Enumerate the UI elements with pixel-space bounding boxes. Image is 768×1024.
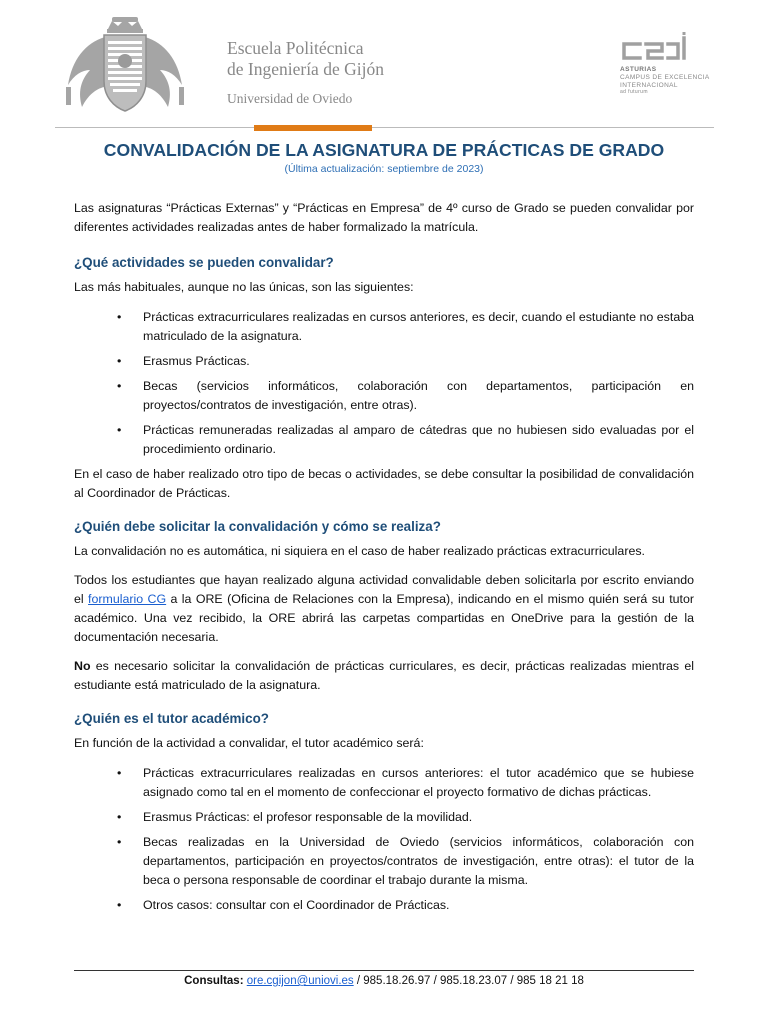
section-heading-activities: ¿Qué actividades se pueden convalidar? xyxy=(74,255,334,270)
university-crest-logo xyxy=(60,15,190,115)
list-item: • Becas (servicios informáticos, colaboración con departamentos, participación en proyectos/contratos de investigación, entre otras). xyxy=(143,377,694,415)
activities-list xyxy=(74,308,694,459)
not-automatic-paragraph: La convalidación no es automática, ni siquiera en el caso de haber realizado prácticas extracurriculares. xyxy=(74,544,645,558)
section-lead-tutor: En función de la actividad a convalidar, el tutor académico será: xyxy=(74,736,424,750)
cei-campus-text xyxy=(620,66,710,97)
request-process-text-start: Todos los estudiantes que hayan realizado alguna actividad convalidable deben solicitarla por escrito enviando el xyxy=(74,573,694,606)
curricular-note-text: es necesario solicitar la convalidación de prácticas curriculares, es decir, prácticas realizadas mientras el estudiante está matriculado de la asignatura. xyxy=(74,659,694,692)
request-process-text-end: a la ORE (Oficina de Relaciones con la Empresa), indicando en el mismo quién será su tutor académico. Una vez recibido, la ORE abrirá las carpetas compartidas en OneDrive para la gestión de la documentación necesaria. xyxy=(74,592,694,644)
document-subtitle: (Última actualización: septiembre de 2023) xyxy=(284,163,484,175)
tutor-list xyxy=(74,764,694,915)
footer-label: Consultas: xyxy=(184,975,244,987)
footer-divider xyxy=(74,970,694,971)
university-name: Universidad de Oviedo xyxy=(227,91,353,106)
header-divider-left xyxy=(55,127,255,128)
list-item: • Erasmus Prácticas: el profesor responsable de la movilidad. xyxy=(143,808,694,827)
header-divider-right xyxy=(372,127,714,128)
list-item: • Prácticas extracurriculares realizadas en cursos anteriores: el tutor académico que se hubiese asignado como tal en el momento de confeccionar el proyecto formativo de dichas prácticas. xyxy=(143,764,694,802)
curricular-note-paragraph xyxy=(74,657,694,695)
cei-line-internacional: INTERNACIONAL xyxy=(620,81,678,89)
intro-paragraph: Las asignaturas “Prácticas Externas” y “Prácticas en Empresa” de 4º curso de Grado se pueden convalidar por diferentes actividades realizadas antes de haber formalizado la matrícula. xyxy=(74,201,694,234)
curricular-note-no: No xyxy=(74,659,91,673)
header-divider-accent xyxy=(254,125,372,131)
cei-line-ad-futurum: ad futurum xyxy=(620,89,648,96)
formulario-cg-link[interactable]: formulario CG xyxy=(88,592,167,606)
school-name-line1: Escuela Politécnica xyxy=(227,38,364,58)
list-item: • Erasmus Prácticas. xyxy=(143,352,694,371)
section-lead-activities: Las más habituales, aunque no las únicas, son las siguientes: xyxy=(74,280,414,294)
cei-line-asturias: ASTURIAS xyxy=(620,66,657,73)
footer-contact xyxy=(0,975,768,987)
school-name xyxy=(227,38,384,109)
activities-note-paragraph: En el caso de haber realizado otro tipo de becas o actividades, se debe consultar la posibilidad de convalidación al Coordinador de Prácticas. xyxy=(74,467,694,500)
document-body xyxy=(74,199,694,915)
school-name-line2: de Ingeniería de Gijón xyxy=(227,59,384,79)
section-heading-tutor: ¿Quién es el tutor académico? xyxy=(74,711,269,726)
cei-line-campus: CAMPUS DE EXCELENCIA xyxy=(620,73,710,81)
list-item: • Otros casos: consultar con el Coordinador de Prácticas. xyxy=(143,896,694,915)
list-item: • Becas realizadas en la Universidad de Oviedo (servicios informáticos, colaboración con departamentos, participación en proyectos/contratos de investigación, entre otras): el tutor de la beca o persona responsable de coordinar el trabajo durante la misma. xyxy=(143,833,694,890)
document-title: CONVALIDACIÓN DE LA ASIGNATURA DE PRÁCTICAS DE GRADO xyxy=(103,140,665,160)
section-heading-who-requests: ¿Quién debe solicitar la convalidación y cómo se realiza? xyxy=(74,519,441,534)
list-item: • Prácticas extracurriculares realizadas en cursos anteriores, es decir, cuando el estudiante no estaba matriculado de la asignatura. xyxy=(143,308,694,346)
request-process-paragraph xyxy=(74,571,694,647)
contact-phones: / 985.18.26.97 / 985.18.23.07 / 985 18 21 18 xyxy=(353,975,584,987)
list-item: • Prácticas remuneradas realizadas al amparo de cátedras que no hubiesen sido evaluadas por el procedimiento ordinario. xyxy=(143,421,694,459)
contact-email-link[interactable]: ore.cgijon@uniovi.es xyxy=(246,975,354,987)
